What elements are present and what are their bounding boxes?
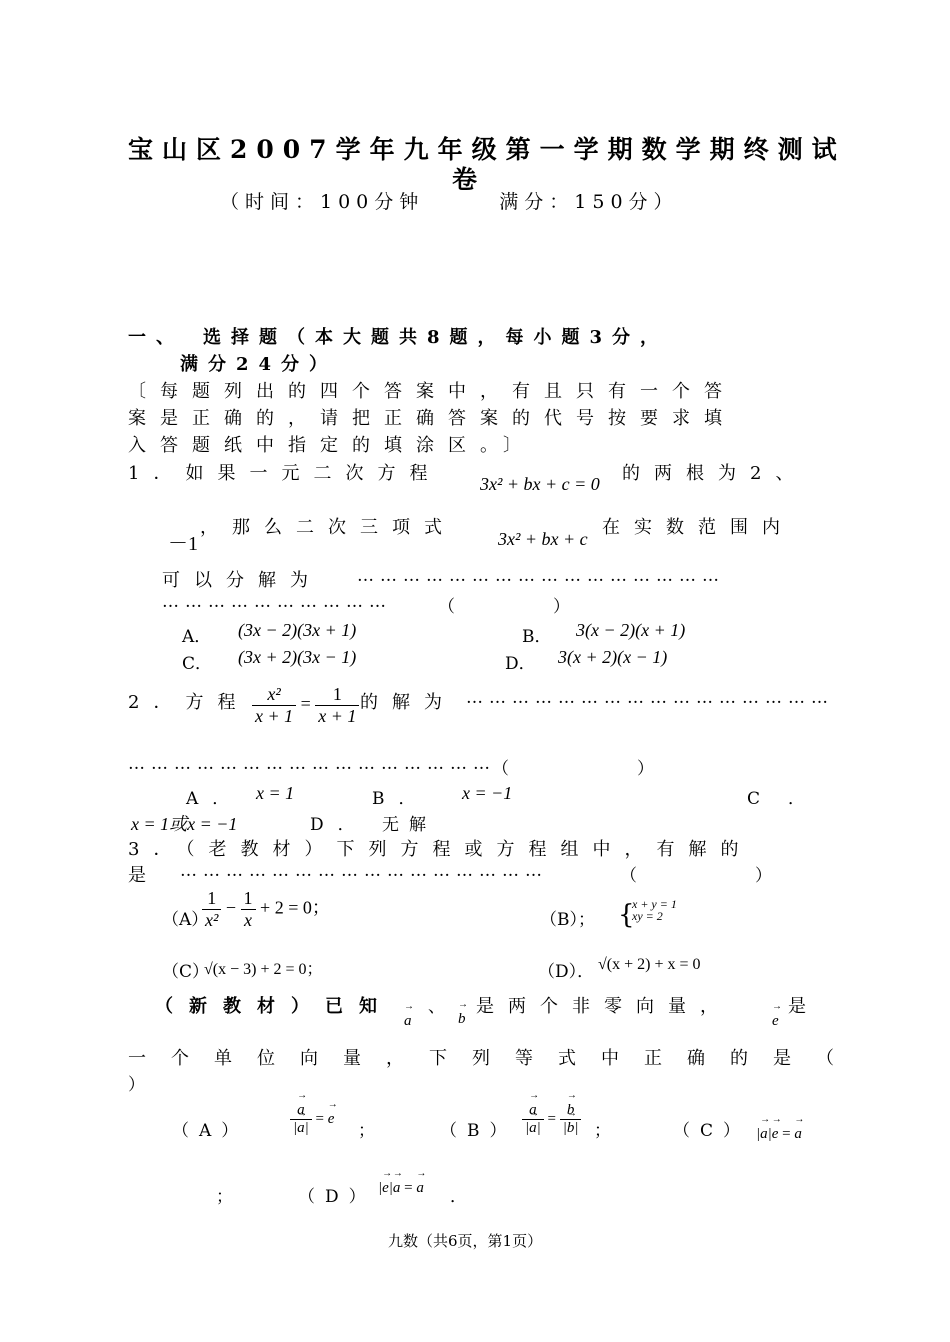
vector-option-b: → $\frac{a}{|\to a|}$ = → $\frac{b}{|\to b|}$: [522, 1102, 581, 1137]
page-footer: 九数（共6页，第1页）: [388, 1232, 543, 1250]
instruction-line: 〔每题列出的四个答案中，有且只有一个答: [128, 381, 736, 402]
answer-paren: （ ）: [492, 759, 666, 779]
answer-paren: （ ）: [620, 866, 782, 886]
vector-b: → b: [458, 1008, 466, 1028]
option-a: (3x − 2)(3x + 1): [238, 620, 357, 640]
vector-option-d: |→ e|→ a = → a: [378, 1180, 424, 1197]
instruction-line: 案是正确的，请把正确答案的代号按要求填: [128, 408, 736, 429]
option-b-label: （B）；: [540, 910, 595, 930]
instruction-line: 入答题纸中指定的填涂区。〕: [128, 435, 535, 456]
question-2-lead: 2．方程: [128, 692, 250, 713]
option-c: x = 1或x = −1: [131, 814, 238, 834]
option-d-label: D．: [310, 815, 369, 835]
option-b: x = −1: [462, 783, 513, 803]
q1-tail2: 在实数范围内: [602, 517, 794, 538]
semicolon: ；: [216, 1187, 233, 1207]
option-c: √(x − 3) + 2 = 0；: [204, 961, 323, 978]
q1-neg-one: －1: [168, 533, 198, 555]
separator: 、: [428, 997, 445, 1017]
q3-new-line3: ）: [128, 1075, 145, 1095]
question-1-lead: 1．如果一元二次方程: [128, 463, 442, 484]
exam-title-cont: 卷: [452, 165, 478, 194]
q3-new-lead: （新教材）已知: [155, 996, 393, 1017]
q1-equation: 3x² + bx + c = 0: [480, 474, 600, 494]
vector-option-c: |→ a|→ e = → a: [756, 1126, 802, 1143]
question-3-lead: 3．（老教材）下列方程或方程组中，有解的: [128, 839, 753, 860]
section-heading-cont: 满分24分）: [180, 354, 338, 375]
option-d: 无解: [382, 815, 436, 835]
q2-lhs-fraction: $\frac{\text{x²}}{x + 1}$: [252, 684, 296, 727]
option-a-label: （A）: [162, 910, 209, 930]
vector-option-c-label: （C）: [673, 1121, 751, 1141]
option-d-label: D．: [505, 654, 536, 674]
vector-option-a-label: （A）: [172, 1121, 249, 1141]
option-d: √(x + 2) + x = 0: [598, 956, 701, 973]
semicolon: ；: [594, 1121, 611, 1141]
leader-dots: …………………………………………: [128, 754, 496, 774]
q3-new-tail: 是: [788, 996, 820, 1017]
option-c-label: （C）: [162, 962, 210, 982]
leader-dots: …………………………………………: [357, 566, 725, 586]
q1-mid: ，那么二次三项式: [200, 517, 456, 538]
option-b: 3(x − 2)(x + 1): [576, 620, 686, 640]
leader-dots: …………………………………………: [466, 688, 834, 708]
q3-new-mid: 是两个非零向量，: [476, 996, 732, 1017]
exam-title: 宝山区2007学年九年级第一学期数学期终测试: [128, 135, 846, 164]
option-b-system: x + y = 1 xy = 2: [632, 897, 677, 923]
brace-icon: {: [618, 900, 635, 930]
option-a: x = 1: [256, 783, 295, 803]
option-a-label: A．: [182, 627, 212, 647]
fraction: $\frac{1}{\text{x²}}$: [202, 888, 221, 931]
option-d: 3(x + 2)(x − 1): [558, 647, 668, 667]
leader-dots: …………………………………………: [180, 861, 548, 881]
option-a-label: A．: [186, 789, 244, 809]
q2-rhs-fraction: $\frac{1}{x + 1}$: [315, 684, 359, 727]
q3-new-line2: 一个单位向量，下列等式中正确的是（: [128, 1048, 859, 1069]
option-c-label: C．: [747, 789, 834, 809]
option-c-label: C．: [182, 654, 213, 674]
q2-tail: 的解为: [360, 692, 456, 713]
option-c: (3x + 2)(3x − 1): [238, 647, 357, 667]
period: ．: [450, 1187, 467, 1207]
vector-option-d-label: （D）: [298, 1187, 376, 1207]
option-a: $\frac{1}{\text{x²}}$ − $\frac{1}{x}$ + 2 = 0；: [202, 888, 330, 931]
vector-e: → e: [772, 1010, 779, 1030]
q1-expression: 3x² + bx + c: [498, 529, 588, 549]
vector-a: → a: [404, 1010, 412, 1030]
q2-equation: $\frac{\text{x²}}{x + 1}$ = $\frac{1}{x + 1}$: [252, 684, 359, 727]
option-b-label: B．: [372, 789, 430, 809]
q3-line2: 是: [128, 865, 160, 886]
q1-tail: 的两根为2、: [622, 463, 808, 484]
vector-option-b-label: （B）: [440, 1121, 517, 1141]
option-d-label: （D）．: [538, 962, 595, 982]
vector-option-a: → $\frac{a}{|\to a|}$ = → e: [290, 1102, 334, 1137]
fraction: $\frac{1}{x}$: [241, 888, 256, 931]
section-heading: 一、 选择题（本大题共8题，每小题3分，: [128, 327, 669, 348]
option-b-label: B．: [522, 627, 552, 647]
q1-line3: 可以分解为: [162, 570, 322, 591]
semicolon: ；: [358, 1121, 375, 1141]
leader-dots: …………………………: [162, 592, 392, 612]
answer-paren: （ ）: [438, 597, 576, 617]
exam-subtitle: （时间：100分钟 满分：150分）: [220, 191, 679, 213]
